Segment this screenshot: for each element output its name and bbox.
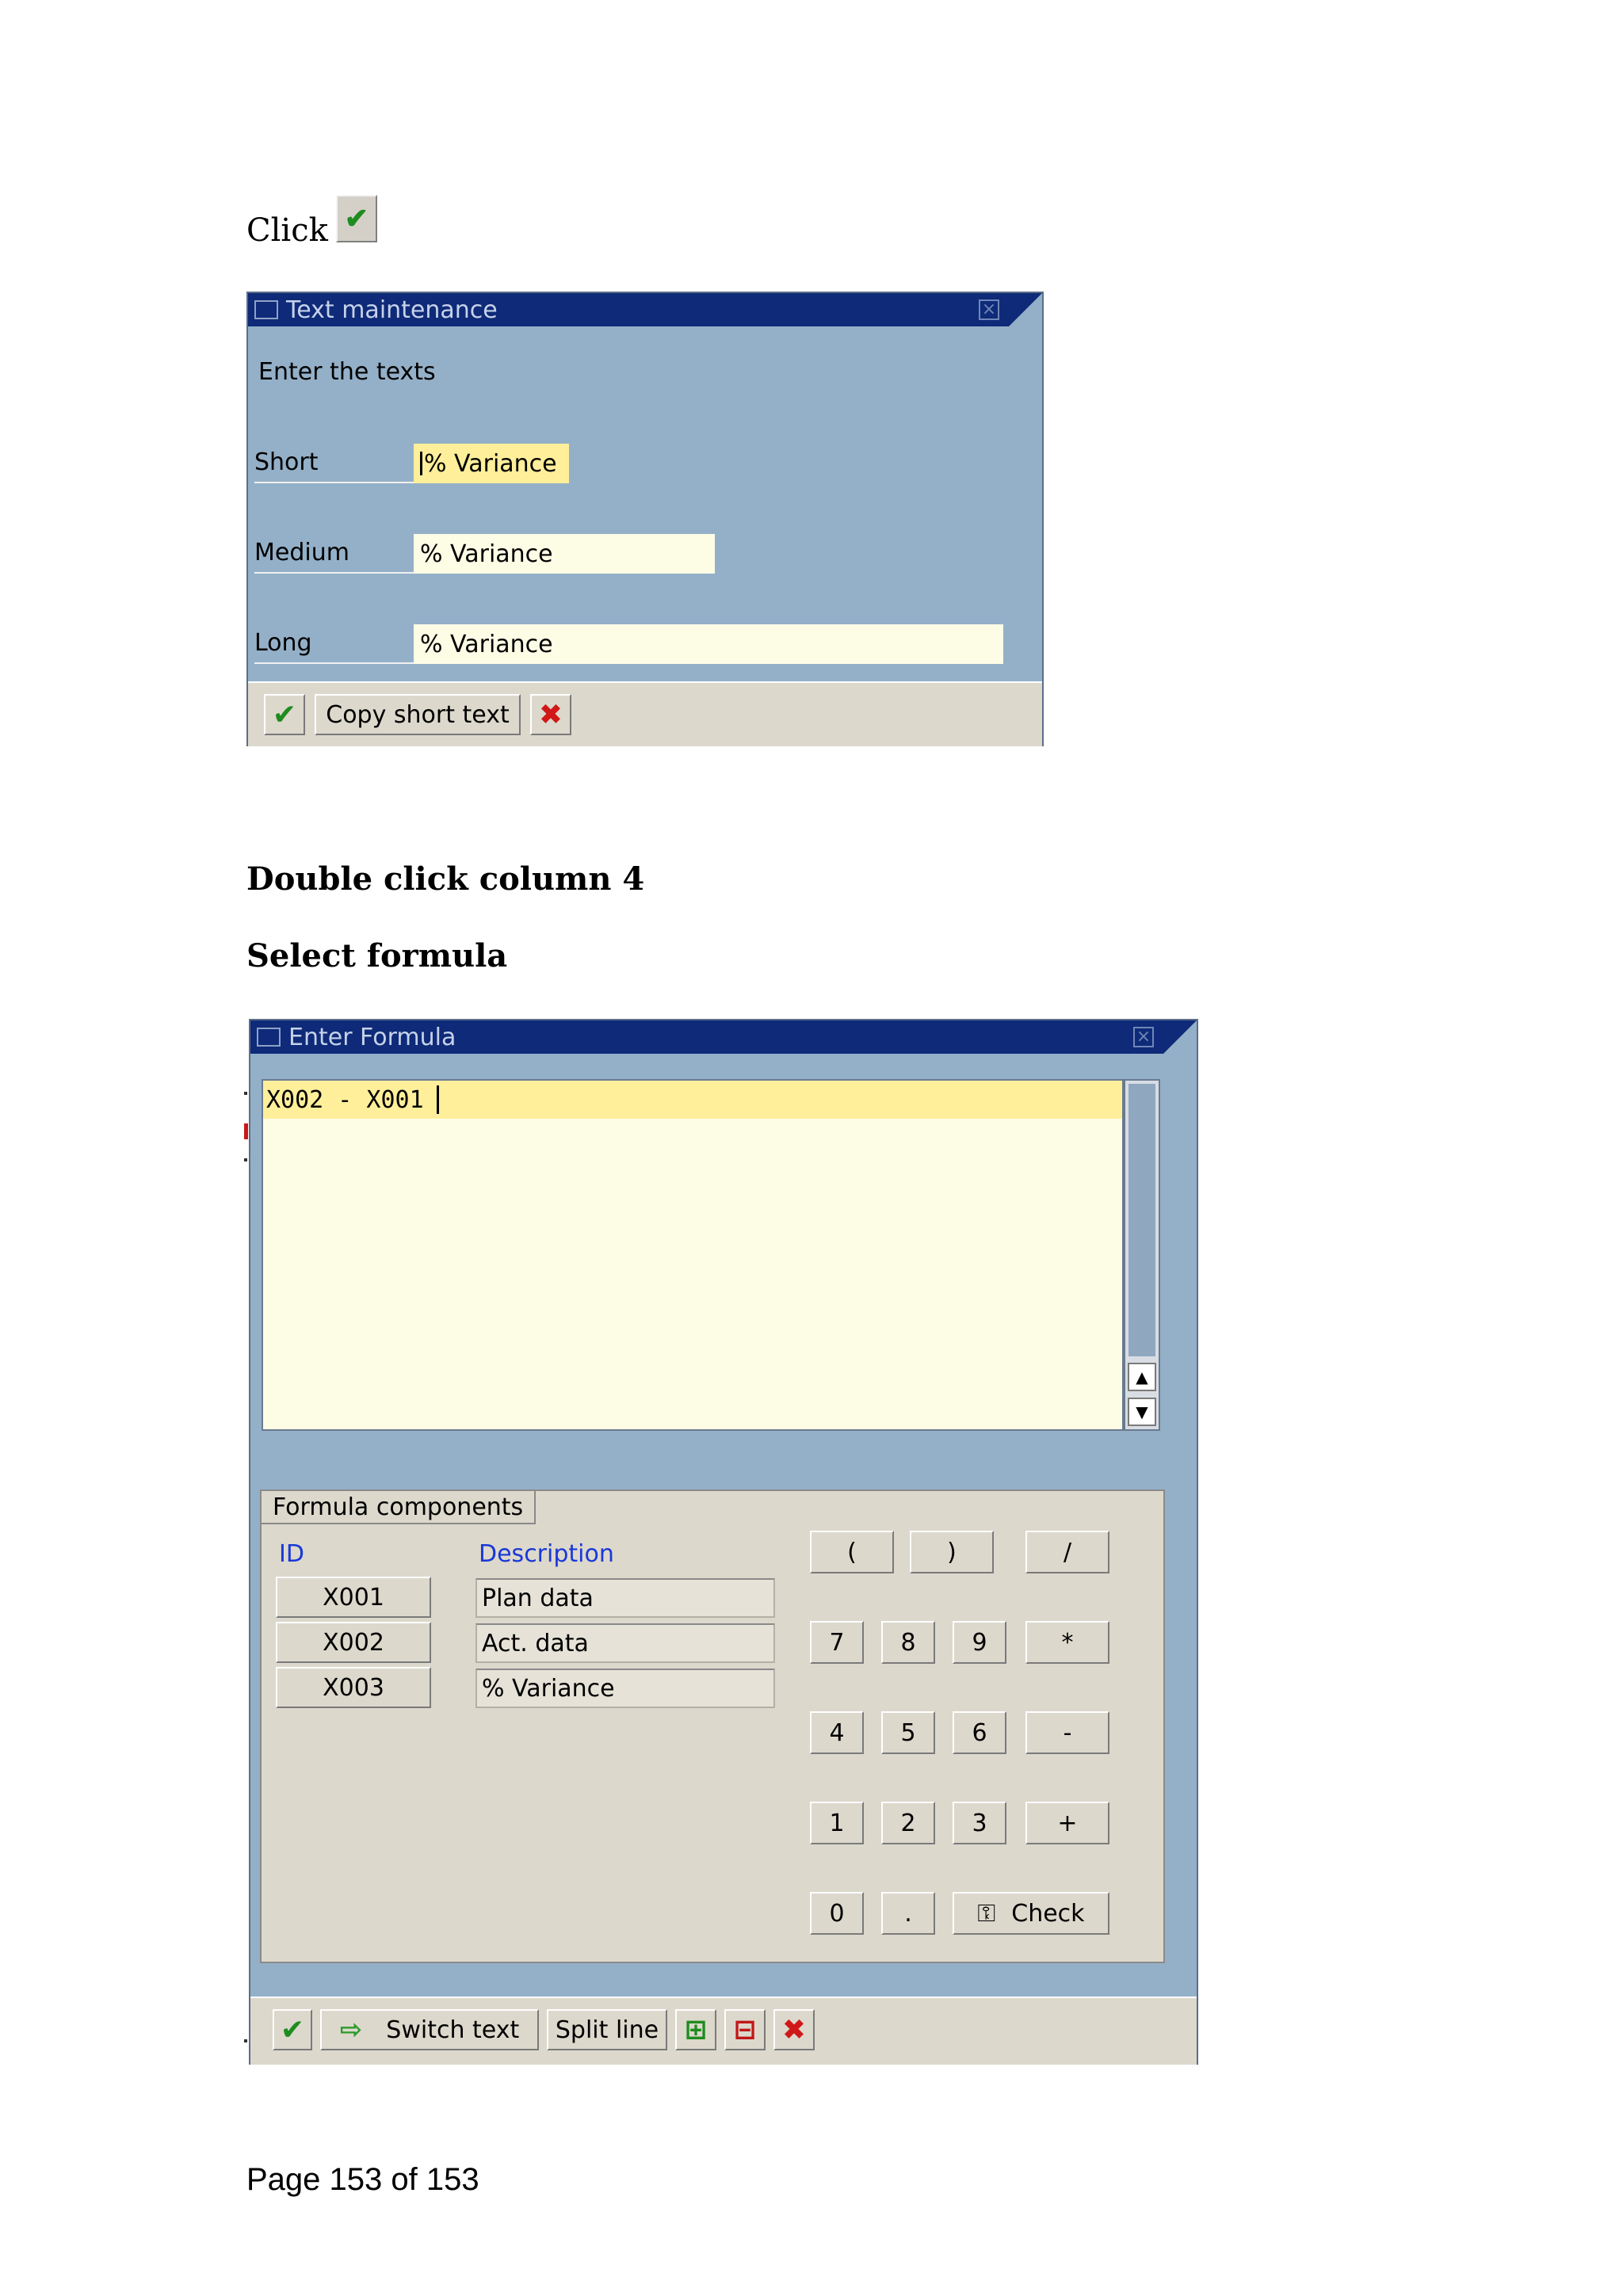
edge-mark: [244, 1092, 247, 1095]
short-text-field[interactable]: [414, 444, 569, 483]
text-maintenance-titlebar: [248, 293, 1042, 326]
key-right-paren[interactable]: ): [910, 1531, 994, 1573]
edge-mark-red: [244, 1123, 248, 1139]
checkmark-icon: ✔: [272, 698, 297, 731]
switch-arrow-icon: ⇨: [339, 2014, 363, 2046]
cancel-x-icon: ✖: [781, 2013, 807, 2046]
check-syntax-icon: ⚿: [977, 1899, 996, 1928]
component-x003-description: % Variance: [475, 1669, 775, 1708]
switch-text-button[interactable]: [320, 2009, 539, 2050]
step-double-click-heading: Double click column 4: [246, 860, 645, 898]
insert-line-button[interactable]: [675, 2009, 716, 2050]
component-x002-description: Act. data: [475, 1623, 775, 1663]
key-1[interactable]: 1: [810, 1802, 864, 1844]
confirm-button[interactable]: [273, 2009, 312, 2050]
enter-texts-prompt: Enter the texts: [258, 358, 436, 386]
enter-formula-titlebar: [250, 1020, 1197, 1054]
cancel-button[interactable]: [530, 694, 571, 735]
scrollbar-thumb[interactable]: [1128, 1084, 1155, 1356]
key-0[interactable]: 0: [810, 1892, 864, 1935]
long-text-field[interactable]: [414, 624, 1003, 664]
check-button-label: Check: [1011, 1899, 1085, 1928]
edge-mark: [244, 2039, 247, 2042]
scroll-down-icon[interactable]: ▼: [1128, 1398, 1156, 1426]
key-8[interactable]: 8: [881, 1621, 935, 1664]
step-select-formula-heading: Select formula: [246, 937, 508, 974]
formula-components-title: Formula components: [262, 1491, 536, 1524]
short-text-value: % Variance: [424, 449, 557, 478]
click-label: Click: [246, 212, 328, 249]
medium-text-value: % Variance: [420, 540, 553, 568]
insert-line-icon: ⊞: [684, 2014, 708, 2046]
edge-mark: [244, 1158, 247, 1161]
key-4[interactable]: 4: [810, 1711, 864, 1754]
key-6[interactable]: 6: [953, 1711, 1006, 1754]
key-7[interactable]: 7: [810, 1621, 864, 1664]
dialog-title: Text maintenance: [286, 296, 498, 324]
copy-short-text-button[interactable]: Copy short text: [315, 694, 521, 735]
titlebar-corner: [1163, 1020, 1197, 1054]
component-x002-button[interactable]: X002: [276, 1622, 431, 1663]
key-5[interactable]: 5: [881, 1711, 935, 1754]
confirm-button[interactable]: [264, 694, 305, 735]
component-x001-description: Plan data: [475, 1578, 775, 1618]
text-maintenance-dialog: [246, 292, 1044, 746]
key-plus[interactable]: +: [1025, 1802, 1109, 1844]
page-number: Page 153 of 153: [246, 2162, 479, 2197]
window-icon: [254, 300, 278, 319]
delete-line-icon: ⊟: [733, 2014, 757, 2046]
short-label: Short: [254, 448, 418, 483]
delete-line-button[interactable]: [724, 2009, 766, 2050]
dialog-title: Enter Formula: [288, 1023, 456, 1051]
checkmark-icon: ✔: [336, 195, 377, 242]
scroll-up-icon[interactable]: ▲: [1128, 1363, 1156, 1391]
medium-label: Medium: [254, 539, 418, 574]
formula-scrollbar[interactable]: [1124, 1079, 1160, 1431]
text-dialog-button-bar: [248, 681, 1042, 746]
cancel-button[interactable]: [773, 2009, 815, 2050]
formula-line[interactable]: [263, 1081, 1122, 1119]
key-left-paren[interactable]: (: [810, 1531, 894, 1573]
long-text-value: % Variance: [420, 630, 553, 658]
close-icon[interactable]: ×: [979, 299, 999, 320]
key-2[interactable]: 2: [881, 1802, 935, 1844]
id-column-header: ID: [279, 1540, 304, 1568]
key-3[interactable]: 3: [953, 1802, 1006, 1844]
key-multiply[interactable]: *: [1025, 1621, 1109, 1664]
click-instruction: [246, 195, 377, 249]
key-9[interactable]: 9: [953, 1621, 1006, 1664]
formula-dialog-button-bar: [250, 1997, 1197, 2065]
component-x003-button[interactable]: X003: [276, 1667, 431, 1708]
text-cursor: [437, 1085, 439, 1114]
formula-components-group: [260, 1489, 1165, 1963]
switch-text-label: Switch text: [386, 2016, 520, 2044]
key-minus[interactable]: -: [1025, 1711, 1109, 1754]
formula-text: X002 - X001: [266, 1085, 424, 1114]
titlebar-corner: [1009, 293, 1042, 326]
key-divide[interactable]: /: [1025, 1531, 1109, 1573]
enter-formula-dialog: [249, 1019, 1198, 2065]
check-button[interactable]: [953, 1892, 1109, 1935]
key-dot[interactable]: .: [881, 1892, 935, 1935]
checkmark-icon: ✔: [280, 2013, 305, 2046]
text-cursor: [420, 452, 422, 475]
split-line-button[interactable]: Split line: [547, 2009, 667, 2050]
window-icon: [257, 1028, 281, 1047]
medium-text-field[interactable]: [414, 534, 715, 574]
long-label: Long: [254, 629, 418, 664]
cancel-x-icon: ✖: [538, 698, 563, 731]
formula-editor[interactable]: [262, 1079, 1124, 1431]
description-column-header: Description: [479, 1540, 614, 1568]
close-icon[interactable]: ×: [1133, 1027, 1154, 1047]
component-x001-button[interactable]: X001: [276, 1577, 431, 1618]
